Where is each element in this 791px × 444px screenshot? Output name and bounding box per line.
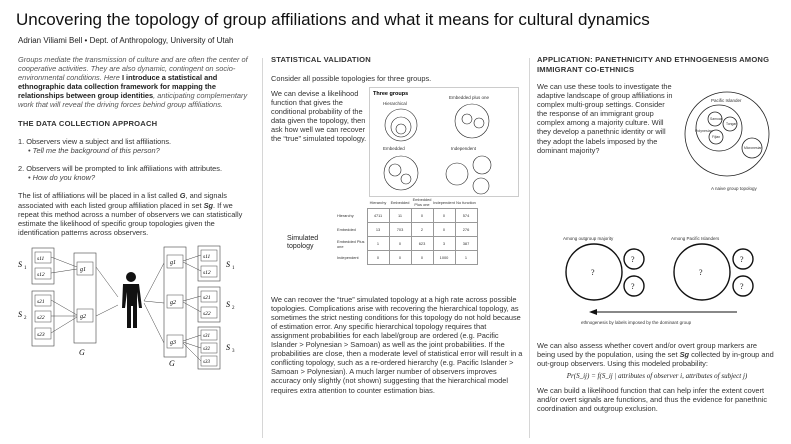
svg-text:Samoan: Samoan	[710, 117, 723, 121]
svg-text:s11: s11	[203, 253, 211, 260]
svg-text:Embedded: Embedded	[383, 145, 405, 151]
poster-title: Uncovering the topology of group affiliations and what it means for cultural dynamics	[16, 10, 650, 29]
application-heading: APPLICATION: PANETHNICITY AND ETHNOGENESIS AMONG IMMIGRANT CO-ETHNICS	[537, 55, 770, 74]
table-row: Hierarchy 4711 11 0 0 574	[337, 209, 477, 223]
three-groups-figure	[369, 87, 519, 197]
topology-intro: Consider all possible topologies for three groups.	[271, 73, 432, 83]
svg-text:Micronesian: Micronesian	[744, 146, 763, 150]
svg-text:Polynesian: Polynesian	[695, 129, 713, 133]
svg-text:s31: s31	[203, 333, 210, 339]
svg-text:S: S	[226, 299, 230, 309]
link-arrows	[51, 257, 164, 343]
svg-text:Three groups: Three groups	[373, 90, 409, 97]
svg-text:Independent: Independent	[451, 145, 477, 151]
svg-text:1: 1	[232, 265, 235, 271]
svg-text:S: S	[226, 342, 230, 352]
step-2-prompt: • How do you know?	[28, 173, 96, 183]
svg-text:?: ?	[631, 255, 635, 264]
col-header: No function	[456, 199, 476, 205]
col-header: Independent	[433, 199, 455, 205]
svg-text:s21: s21	[203, 294, 211, 301]
svg-text:3: 3	[232, 348, 235, 354]
application-paragraph: We can use these tools to investigate the adaptive landscape of group affiliations in complex multi-group settings. Consider the response of an immigrant group complex among a majority culture. Will they develop a panethnic identity or will they adopt the labels imposed by the dominant majority?	[537, 82, 673, 155]
svg-text:s23: s23	[37, 331, 45, 338]
col-header: Embedded	[390, 199, 410, 205]
svg-text:s22: s22	[37, 314, 45, 321]
simulated-topology-label: Simulated topology	[287, 234, 319, 250]
polynesian-circle	[696, 105, 742, 151]
markers-paragraph: We can also assess whether covert and/or overt group markers are being used by the population, using the set Sg collected by in-group and out-group observers. Using this modeled probability:	[537, 341, 774, 369]
svg-text:A naive group topology: A naive group topology	[711, 186, 757, 191]
column-data-collection	[18, 55, 252, 375]
step-1: 1. Observers view a subject and list affiliations.	[18, 137, 172, 147]
svg-text:?: ?	[699, 268, 703, 277]
svg-text:?: ?	[631, 282, 635, 291]
svg-text:g3: g3	[170, 339, 176, 346]
person-icon	[122, 272, 142, 328]
svg-text:2: 2	[232, 305, 235, 311]
svg-text:g1: g1	[80, 266, 86, 273]
svg-text:g1: g1	[170, 259, 176, 266]
svg-text:Hierarchical: Hierarchical	[383, 100, 407, 106]
svg-text:Embedded plus one: Embedded plus one	[449, 94, 490, 100]
step-2: 2. Observers will be prompted to link affiliations with attributes.	[18, 164, 223, 174]
column-statistical-validation	[271, 55, 525, 395]
recovery-paragraph: We can recover the “true” simulated topology at a high rate across possible topologies. Complications arise with recovering the hierarchical topology, as sometimes the strict nesting conditions for this topology do not hold because of estimation error. Any specific hierarchical topology requires that assignment probabilities for each label/group are ordered (e.g. Pacific Islander > Polynesian > Samoan) as well as the joint probabilities. If the probabilities are close, then a moderate level of statistical error will result in a conflicting topology, such as a re-ordered hierarchy (e.g. Pacific Islander > Samoan > Polynesian). A much larger number of observers improves accuracy only slightly (not shown) suggesting that the hierarchical model requires extra attention to counter estimation bias.	[271, 294, 523, 395]
svg-text:s12: s12	[203, 269, 211, 276]
svg-text:s11: s11	[37, 255, 45, 262]
svg-text:G: G	[169, 358, 175, 368]
step-1-prompt: • Tell me the background of this person?	[28, 146, 160, 156]
svg-text:?: ?	[591, 268, 595, 277]
recovery-table	[337, 197, 478, 266]
intro-paragraph: Groups mediate the transmission of culture and are often the center of cooperative activities. They are also dynamic, contingent on socio-environmental conditions. Here I introduce a statistical and ethnographic data collection framework for mapping the relationships between group identities, anticipating complementary work that will reveal the driving forces behind group affiliations.	[18, 55, 248, 110]
ethnogenesis-figure	[537, 234, 777, 334]
table-row: Embedded 13 703 2 0 276	[337, 223, 477, 237]
svg-text:g2: g2	[80, 313, 86, 320]
col-header: Hierarchy	[369, 199, 387, 205]
set-label: S	[18, 259, 22, 269]
svg-text:s32: s32	[203, 346, 210, 352]
column-application	[537, 55, 777, 414]
set-subscript: 2	[24, 315, 27, 321]
list-G-label: G	[79, 347, 85, 357]
svg-text:?: ?	[740, 255, 744, 264]
svg-text:Tongan: Tongan	[726, 122, 738, 126]
naive-topology-figure	[677, 86, 777, 196]
set-label: S	[18, 309, 22, 319]
svg-text:s22: s22	[203, 310, 211, 317]
data-collection-heading: THE DATA COLLECTION APPROACH	[18, 118, 158, 128]
table-row: Embedded Plus one 1 0 623 3 387	[337, 237, 477, 251]
likelihood-conclusion: We can build a likelihood function that can help infer the extent covert and/or overt signals are functions, and thus the evidence for panethnic coordination and outgroup exclusion.	[537, 386, 768, 414]
likelihood-paragraph: We can devise a likelihood function that gives the conditional probability of the data given the topology, then ask how well we can recover the “true” simulated topology.	[271, 88, 367, 144]
svg-text:?: ?	[740, 282, 744, 291]
col-header: Embedded Plus one	[412, 197, 432, 208]
author-line: Adrian Viliami Bell • Dept. of Anthropology, University of Utah	[18, 36, 234, 45]
svg-text:g2: g2	[170, 299, 176, 306]
validation-heading: STATISTICAL VALIDATION	[271, 55, 371, 64]
set-subscript: 1	[24, 265, 27, 271]
svg-text:s12: s12	[37, 271, 45, 278]
among-outgroup-label: Among outgroup majority	[563, 236, 614, 241]
probability-formula: Pr(S_ij) = f(S_ij | attributes of observer i, attributes of subject j)	[566, 372, 748, 381]
column-divider	[262, 58, 263, 438]
svg-text:S: S	[226, 259, 230, 269]
svg-text:Fijian: Fijian	[712, 135, 721, 139]
table-row: Independent 0 0 0 1000 1	[337, 251, 477, 265]
among-pi-label: Among Pacific Islanders	[671, 236, 720, 241]
svg-text:Pacific Islander: Pacific Islander	[711, 98, 742, 103]
affiliation-diagram	[18, 245, 252, 370]
column-divider	[529, 58, 530, 438]
arrow-caption: ethnogenesis by labels imposed by the dominant group	[581, 320, 692, 325]
method-paragraph: The list of affiliations will be placed in a list called G, and signals associated with each listed group affiliation placed in set Sg. If we repeat this method across a number of observers we can statistically estimate the likelihood of specific group topologies given the identification patterns across observers.	[18, 191, 243, 237]
svg-text:s33: s33	[203, 359, 210, 365]
svg-text:s21: s21	[37, 298, 45, 305]
pacific-islander-circle	[685, 92, 769, 176]
